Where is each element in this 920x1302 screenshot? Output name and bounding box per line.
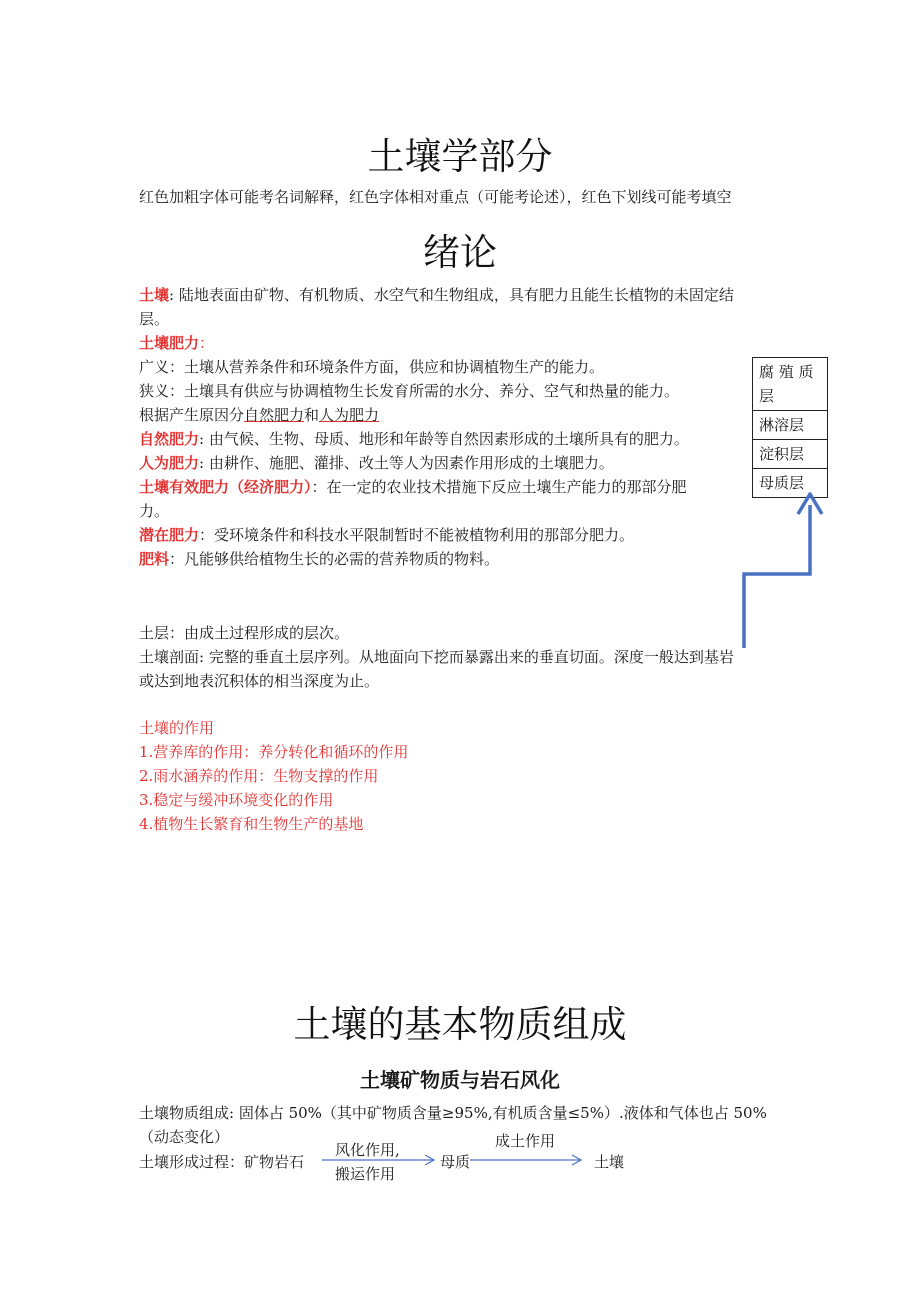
right-arrow-icon bbox=[470, 1155, 581, 1165]
profile-def: 土壤剖面: 完整的垂直土层序列。从地面向下挖而暴露出来的垂直切面。深度一般达到基岩 bbox=[139, 648, 734, 666]
layer-illuvial: 淀积层 bbox=[753, 440, 828, 469]
term-soil: 土壤 bbox=[139, 286, 170, 304]
role-item: 1.营养库的作用：养分转化和循环的作用 bbox=[139, 743, 409, 761]
fertility-broad: 广义：土壤从营养条件和环境条件方面，供应和协调植物生产的能力。 bbox=[139, 358, 605, 376]
l-shaped-up-arrow-icon bbox=[744, 494, 822, 648]
layer-humus: 腐 殖 质 层 bbox=[753, 358, 828, 411]
legend-note: 红色加粗字体可能考名词解释，红色字体相对重点（可能考论述），红色下划线可能考填空 bbox=[139, 188, 732, 206]
blank-natural-fertility: 自然肥力 bbox=[244, 406, 305, 424]
human-fertility-def: 人为肥力: 由耕作、施肥、灌排、改土等人为因素作用形成的土壤肥力。 bbox=[139, 454, 614, 472]
soil-definition-cont: 层。 bbox=[139, 310, 170, 328]
role-item: 3.稳定与缓冲环境变化的作用 bbox=[139, 791, 334, 809]
role-item: 4.植物生长繁育和生物生产的基地 bbox=[139, 815, 364, 833]
effective-fertility-def: 土壤有效肥力（经济肥力）：在一定的农业技术措施下反应土壤生产能力的那部分肥 bbox=[139, 478, 687, 496]
fertility-narrow: 狭义：土壤具有供应与协调植物生长发育所需的水分、养分、空气和热量的能力。 bbox=[139, 382, 680, 400]
profile-def-cont: 或达到地表沉积体的相当深度为止。 bbox=[139, 672, 380, 690]
page-title: 土壤学部分 bbox=[367, 135, 553, 178]
term-fertility: 土壤肥力 bbox=[139, 334, 200, 352]
pedogenesis-label: 成土作用 bbox=[495, 1132, 556, 1150]
blank-human-fertility: 人为肥力 bbox=[319, 406, 380, 424]
horizon-def: 土层：由成土过程形成的层次。 bbox=[139, 624, 350, 642]
subsection-heading: 土壤矿物质与岩石风化 bbox=[360, 1068, 560, 1092]
roles-title: 土壤的作用 bbox=[139, 719, 215, 737]
role-item: 2.雨水涵养的作用：生物支撑的作用 bbox=[139, 767, 379, 785]
latent-fertility-def: 潜在肥力：受环境条件和科技水平限制暂时不能被植物利用的那部分肥力。 bbox=[139, 526, 635, 544]
layer-eluvial: 淋溶层 bbox=[753, 411, 828, 440]
natural-fertility-def: 自然肥力: 由气候、生物、母质、地形和年龄等自然因素形成的土壤所具有的肥力。 bbox=[139, 430, 689, 448]
parent-material-label: 母质 bbox=[440, 1153, 471, 1171]
manure-def: 肥料：凡能够供给植物生长的必需的营养物质的物料。 bbox=[139, 550, 500, 568]
effective-fertility-cont: 力。 bbox=[139, 502, 170, 520]
soil-def-text: : 陆地表面由矿物、有机物质、水空气和生物组成，具有肥力且能生长植物的未固定结 bbox=[169, 286, 734, 304]
composition-line-cont: （动态变化） bbox=[139, 1128, 230, 1146]
layer-parent: 母质层 bbox=[753, 469, 828, 498]
fertility-heading: 土壤肥力： bbox=[139, 334, 215, 352]
weathering-label: 风化作用, bbox=[335, 1141, 400, 1159]
transport-label: 搬运作用 bbox=[335, 1165, 396, 1183]
process-label: 土壤形成过程：矿物岩石 bbox=[139, 1153, 305, 1171]
right-arrow-icon bbox=[322, 1155, 434, 1165]
soil-label: 土壤 bbox=[594, 1153, 625, 1171]
section-heading-composition: 土壤的基本物质组成 bbox=[293, 1003, 627, 1046]
fertility-origin: 根据产生原因分自然肥力和人为肥力 bbox=[139, 406, 380, 424]
section-heading-intro: 绪论 bbox=[423, 231, 497, 274]
composition-line: 土壤物质组成: 固体占 50%（其中矿物质含量≥95%,有机质含量≤5%）.液体和气体也占 50% bbox=[139, 1104, 767, 1122]
